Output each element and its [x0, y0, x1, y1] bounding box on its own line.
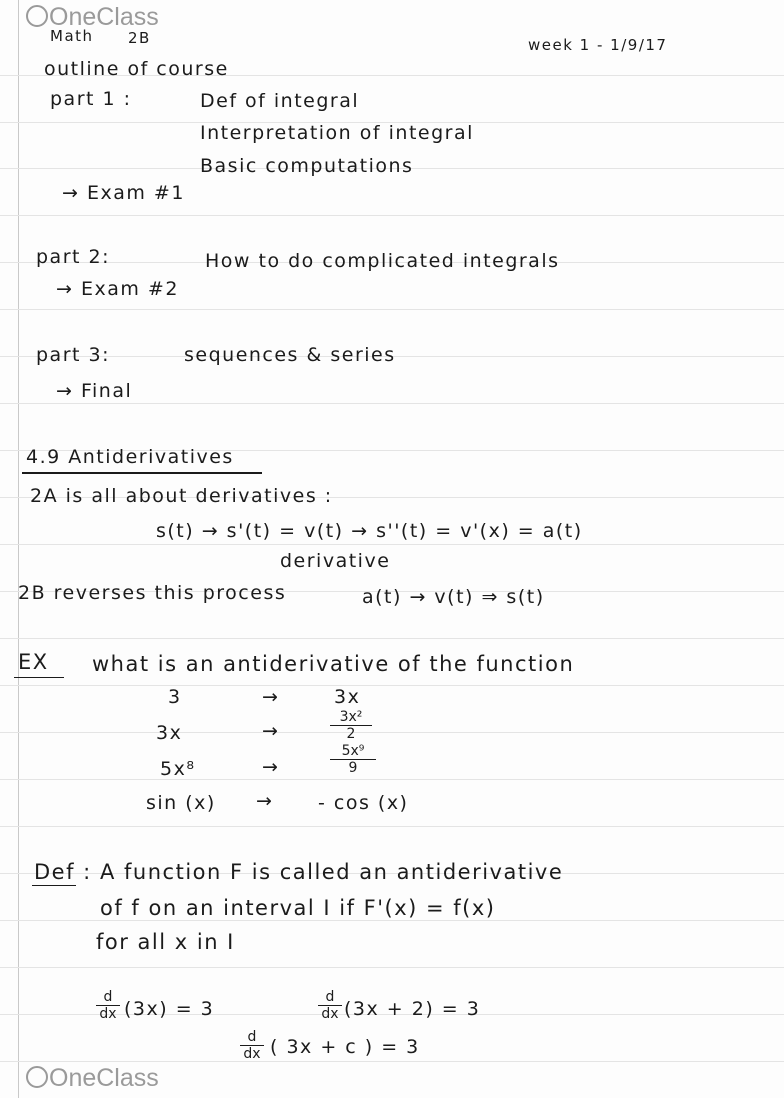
example-F-fraction — [330, 710, 372, 741]
ruled-line — [0, 544, 784, 545]
ruled-line — [0, 685, 784, 686]
definition-line: of f on an interval I if F'(x) = f(x) — [100, 896, 496, 920]
definition-underline — [32, 885, 76, 886]
example-f: 5x⁸ — [160, 758, 196, 780]
part3-label: part 3: — [36, 344, 110, 366]
ruled-line — [0, 967, 784, 968]
derivative-chain: s(t) → s'(t) = v(t) → s''(t) = v'(x) = a(t) — [156, 520, 583, 542]
example-arrow: → — [262, 756, 280, 778]
example-F-fraction — [330, 744, 376, 775]
operator-denominator: dx — [321, 1006, 339, 1022]
operator-numerator: d — [325, 989, 335, 1005]
example-arrow: → — [256, 790, 274, 812]
example-f: sin (x) — [146, 792, 216, 814]
ruled-line — [0, 732, 784, 733]
definition-label: Def : — [34, 860, 92, 884]
part1-label: part 1 : — [50, 88, 132, 110]
derivative-example: (3x) = 3 — [124, 998, 215, 1020]
ruled-line — [0, 638, 784, 639]
definition-line: A function F is called an antiderivative — [100, 860, 564, 884]
ruled-line — [0, 920, 784, 921]
section-heading: 4.9 Antiderivatives — [26, 446, 234, 468]
definition-line: for all x in I — [96, 930, 235, 954]
fraction-denominator: 2 — [346, 726, 356, 742]
fraction-numerator: 5x⁹ — [341, 743, 365, 759]
outline-title: outline of course — [44, 58, 229, 80]
example-label: EX — [18, 650, 49, 674]
example-f: 3x — [156, 722, 183, 744]
d-dx-operator — [240, 1030, 264, 1061]
derivative-example: ( 3x + c ) = 3 — [270, 1036, 420, 1058]
operator-denominator: dx — [243, 1046, 261, 1062]
example-arrow: → — [262, 686, 280, 708]
ruled-line — [0, 309, 784, 310]
d-dx-operator — [96, 990, 120, 1021]
part1-item: Basic computations — [200, 155, 414, 177]
ruled-line — [0, 779, 784, 780]
operator-denominator: dx — [99, 1006, 117, 1022]
part2-label: part 2: — [36, 246, 110, 268]
operator-numerator: d — [247, 1029, 257, 1045]
derivative-example: (3x + 2) = 3 — [344, 998, 481, 1020]
fraction-denominator: 9 — [348, 760, 358, 776]
exam2-note: → Exam #2 — [56, 278, 179, 300]
ruled-line — [0, 215, 784, 216]
example-arrow: → — [262, 720, 280, 742]
course-section: 2B — [128, 29, 151, 47]
d-dx-operator — [318, 990, 342, 1021]
reverse-chain: a(t) → v(t) ⇒ s(t) — [362, 586, 545, 608]
fraction-numerator: 3x² — [339, 709, 363, 725]
operator-numerator: d — [103, 989, 113, 1005]
exam1-note: → Exam #1 — [62, 182, 185, 204]
oneclass-logo-bottom — [26, 1064, 159, 1093]
intro-line: 2A is all about derivatives : — [30, 485, 333, 507]
heading-underline — [22, 472, 262, 474]
part2-text: How to do complicated integrals — [205, 250, 560, 272]
logo-text: OneClass — [49, 3, 159, 31]
example-f: 3 — [168, 686, 182, 708]
final-note: → Final — [56, 380, 133, 402]
reverse-line: 2B reverses this process — [18, 582, 287, 604]
part3-text: sequences & series — [184, 344, 396, 366]
example-underline — [14, 677, 64, 678]
ruled-line — [0, 1061, 784, 1062]
margin-line — [18, 0, 19, 1098]
logo-ring-icon — [26, 5, 48, 27]
ruled-line — [0, 403, 784, 404]
derivative-caption: derivative — [280, 550, 391, 572]
logo-ring-icon — [26, 1066, 48, 1088]
example-F: - cos (x) — [318, 792, 409, 814]
ruled-line — [0, 826, 784, 827]
logo-text: OneClass — [49, 1064, 159, 1092]
example-F: 3x — [334, 686, 361, 708]
part1-item: Def of integral — [200, 90, 360, 112]
part1-item: Interpretation of integral — [200, 122, 474, 144]
course-name: Math — [50, 27, 94, 45]
example-question: what is an antiderivative of the function — [92, 652, 575, 676]
week-date: week 1 - 1/9/17 — [528, 36, 668, 54]
